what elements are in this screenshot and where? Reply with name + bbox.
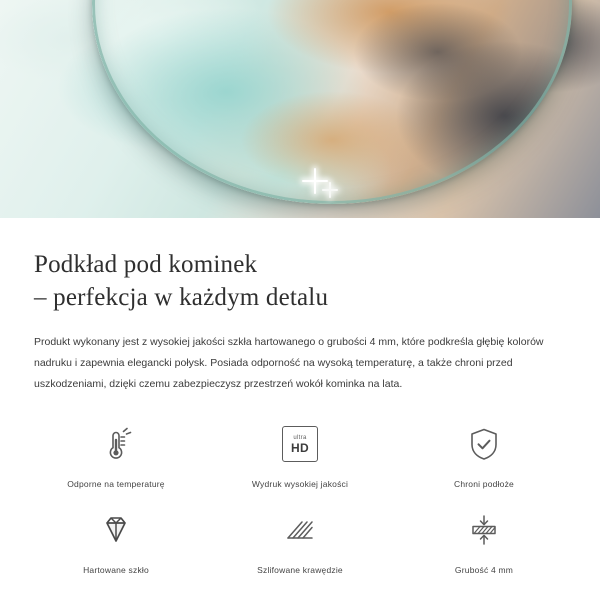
ultra-hd-badge-bottom: HD: [291, 440, 309, 455]
page-title-line-1: Podkład pod kominek: [34, 251, 258, 278]
page-title: [34, 248, 566, 314]
polished-edges-icon: [277, 507, 323, 553]
ultra-hd-icon: [277, 421, 323, 467]
text-content: [0, 218, 600, 395]
feature-item-surface-protection: [392, 421, 576, 489]
shield-check-icon: [461, 421, 507, 467]
feature-label: Grubość 4 mm: [454, 565, 514, 575]
thermometer-icon: [93, 421, 139, 467]
feature-grid: [0, 421, 600, 575]
feature-label: Wydruk wysokiej jakości: [251, 479, 349, 489]
feature-item-thickness: [392, 507, 576, 575]
diamond-icon: [93, 507, 139, 553]
page-title-line-2: – perfekcja w każdym detalu: [34, 284, 329, 311]
feature-item-tempered-glass: [24, 507, 208, 575]
thickness-arrows-icon: [461, 507, 507, 553]
description-paragraph: Produkt wykonany jest z wysokiej jakości szkła hartowanego o grubości 4 mm, które podkreśla głębię kolorów nadruku i zapewnia elegancki połysk. Posiada odporność na wysoką temperaturę, a także chroni przed uszkodzeniami, dzięki czemu zabezpieczysz przestrzeń wokół kominka na lata.: [34, 336, 544, 390]
feature-label: Chroni podłoże: [454, 479, 514, 489]
feature-label: Odporne na temperaturę: [67, 479, 165, 489]
feature-item-print-quality: [208, 421, 392, 489]
feature-item-polished-edges: [208, 507, 392, 575]
hero-image: [0, 0, 600, 218]
feature-label: Hartowane szkło: [83, 565, 149, 575]
ultra-hd-badge-top: ultra: [293, 434, 307, 441]
feature-label: Szlifowane krawędzie: [257, 565, 343, 575]
feature-item-temperature: [24, 421, 208, 489]
